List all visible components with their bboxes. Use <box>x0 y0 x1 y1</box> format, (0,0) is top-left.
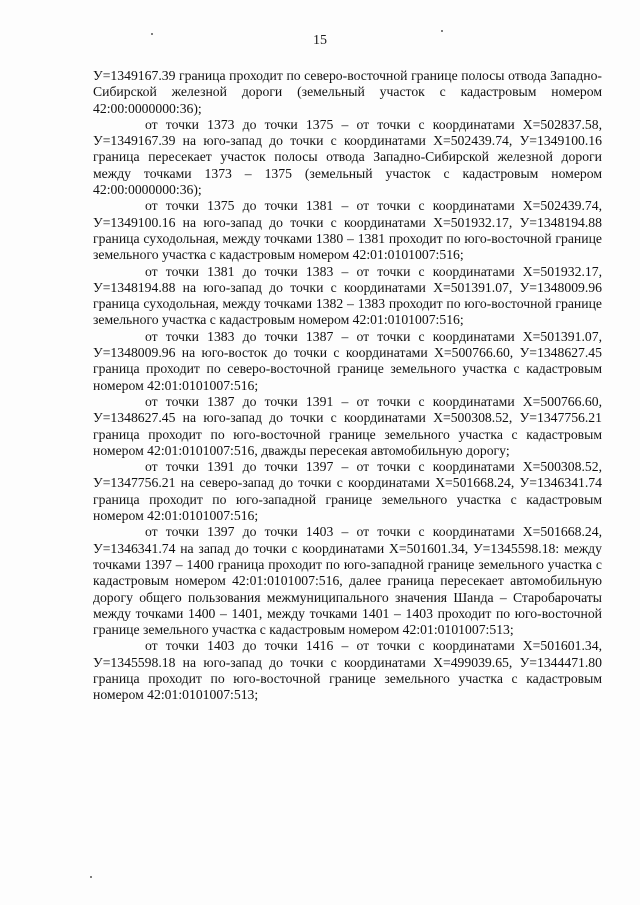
paragraph: от точки 1373 до точки 1375 – от точки с координатами Х=502837.58, У=1349167.39 на юго-запад до точки с координатами Х=502439.74, У=1349100.16 граница пересекает участок полосы отвода Западно-Сибирской железной дороги между точками 1373 – 1375 (земельный участок с кадастровым номером 42:00:0000000:36); <box>93 116 602 198</box>
document-body <box>93 68 602 704</box>
paragraph: от точки 1375 до точки 1381 – от точки с координатами Х=502439.74, У=1349100.16 на юго-запад до точки с координатами Х=501932.17, У=1348194.88 граница суходольная, между точками 1380 – 1381 проходит по юго-восточной границе земельного участка с кадастровым номером 42:01:0101007:516; <box>93 198 602 263</box>
paragraph: от точки 1391 до точки 1397 – от точки с координатами Х=500308.52, У=1347756.21 на северо-запад до точки с координатами Х=501668.24, У=1346341.74 граница проходит по юго-западной границе земельного участка с кадастровым номером 42:01:0101007:516; <box>93 459 602 524</box>
page-number: 15 <box>313 33 327 48</box>
paragraph: У=1349167.39 граница проходит по северо-восточной границе полосы отвода Западно-Сибирской железной дороги (земельный участок с кадастровым номером 42:00:0000000:36); <box>93 68 602 116</box>
paragraph: от точки 1403 до точки 1416 – от точки с координатами Х=501601.34, У=1345598.18 на юго-запад до точки с координатами Х=499039.65, У=1344471.80 граница проходит по юго-восточной границе земельного участка с кадастровым номером 42:01:0101007:513; <box>93 638 602 703</box>
paragraph: от точки 1383 до точки 1387 – от точки с координатами Х=501391.07, У=1348009.96 на юго-восток до точки с координатами Х=500766.60, У=1348627.45 граница проходит по северо-восточной границе земельного участка с кадастровым номером 42:01:0101007:516; <box>93 328 602 393</box>
scan-speck <box>90 876 92 878</box>
scan-speck <box>441 30 443 32</box>
paragraph: от точки 1387 до точки 1391 – от точки с координатами Х=500766.60, У=1348627.45 на юго-запад до точки с координатами Х=500308.52, У=1347756.21 граница проходит по юго-восточной границе земельного участка с кадастровым номером 42:01:0101007:516, дважды пересекая автомобильную дорогу; <box>93 393 602 458</box>
paragraph: от точки 1381 до точки 1383 – от точки с координатами Х=501932.17, У=1348194.88 на юго-запад до точки с координатами Х=501391.07, У=1348009.96 граница суходольная, между точками 1382 – 1383 проходит по юго-восточной границе земельного участка с кадастровым номером 42:01:0101007:516; <box>93 263 602 328</box>
paragraph: от точки 1397 до точки 1403 – от точки с координатами Х=501668.24, У=1346341.74 на запад до точки с координатами Х=501601.34, У=1345598.18: между точками 1397 – 1400 граница проходит по юго-западной границе земельного участка с кадастровым номером 42:01:0101007:516, далее граница пересекает автомобильную дорогу общего пользования межмуниципального значения Шанда – Старобарочаты между точками 1400 – 1401, между точками 1401 – 1403 проходит по юго-восточной границе земельного участка с кадастровым номером 42:01:0101007:513; <box>93 524 602 638</box>
